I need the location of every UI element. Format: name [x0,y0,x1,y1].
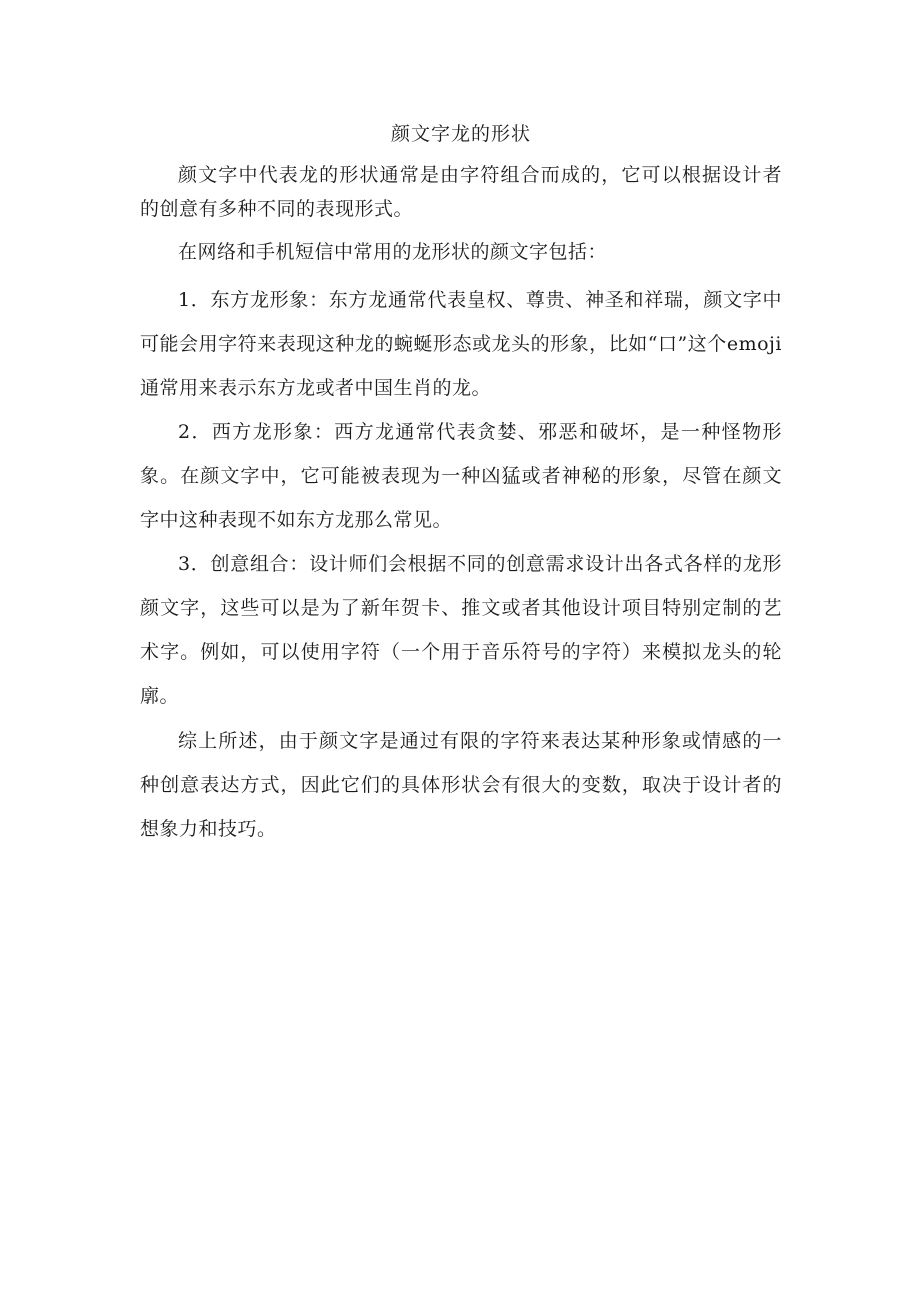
paragraph-western-dragon: 2．西方龙形象：西方龙通常代表贪婪、邪恶和破坏，是一种怪物形象。在颜文字中，它可能被表现为一种凶猛或者神秘的形象，尽管在颜文字中这种表现不如东方龙那么常见。 [140,421,782,531]
paragraph-intro: 颜文字中代表龙的形状通常是由字符组合而成的，它可以根据设计者的创意有多种不同的表现形式。 [140,164,782,220]
paragraph-summary: 综上所述，由于颜文字是通过有限的字符来表达某种形象或情感的一种创意表达方式，因此它们的具体形状会有很大的变数，取决于设计者的想象力和技巧。 [140,730,782,840]
document-page [140,118,782,851]
document-title: 颜文字龙的形状 [390,123,531,145]
paragraph-eastern-dragon: 1．东方龙形象：东方龙通常代表皇权、尊贵、神圣和祥瑞，颜文字中可能会用字符来表现这种龙的蜿蜒形态或龙头的形象，比如“口”这个emoji通常用来表示东方龙或者中国生肖的龙。 [140,289,782,399]
paragraph-list-intro: 在网络和手机短信中常用的龙形状的颜文字包括： [178,241,608,263]
paragraph-creative-combination: 3．创意组合：设计师们会根据不同的创意需求设计出各式各样的龙形颜文字，这些可以是为了新年贺卡、推文或者其他设计项目特别定制的艺术字。例如，可以使用字符（一个用于音乐符号的字符）来模拟龙头的轮廓。 [140,553,782,707]
